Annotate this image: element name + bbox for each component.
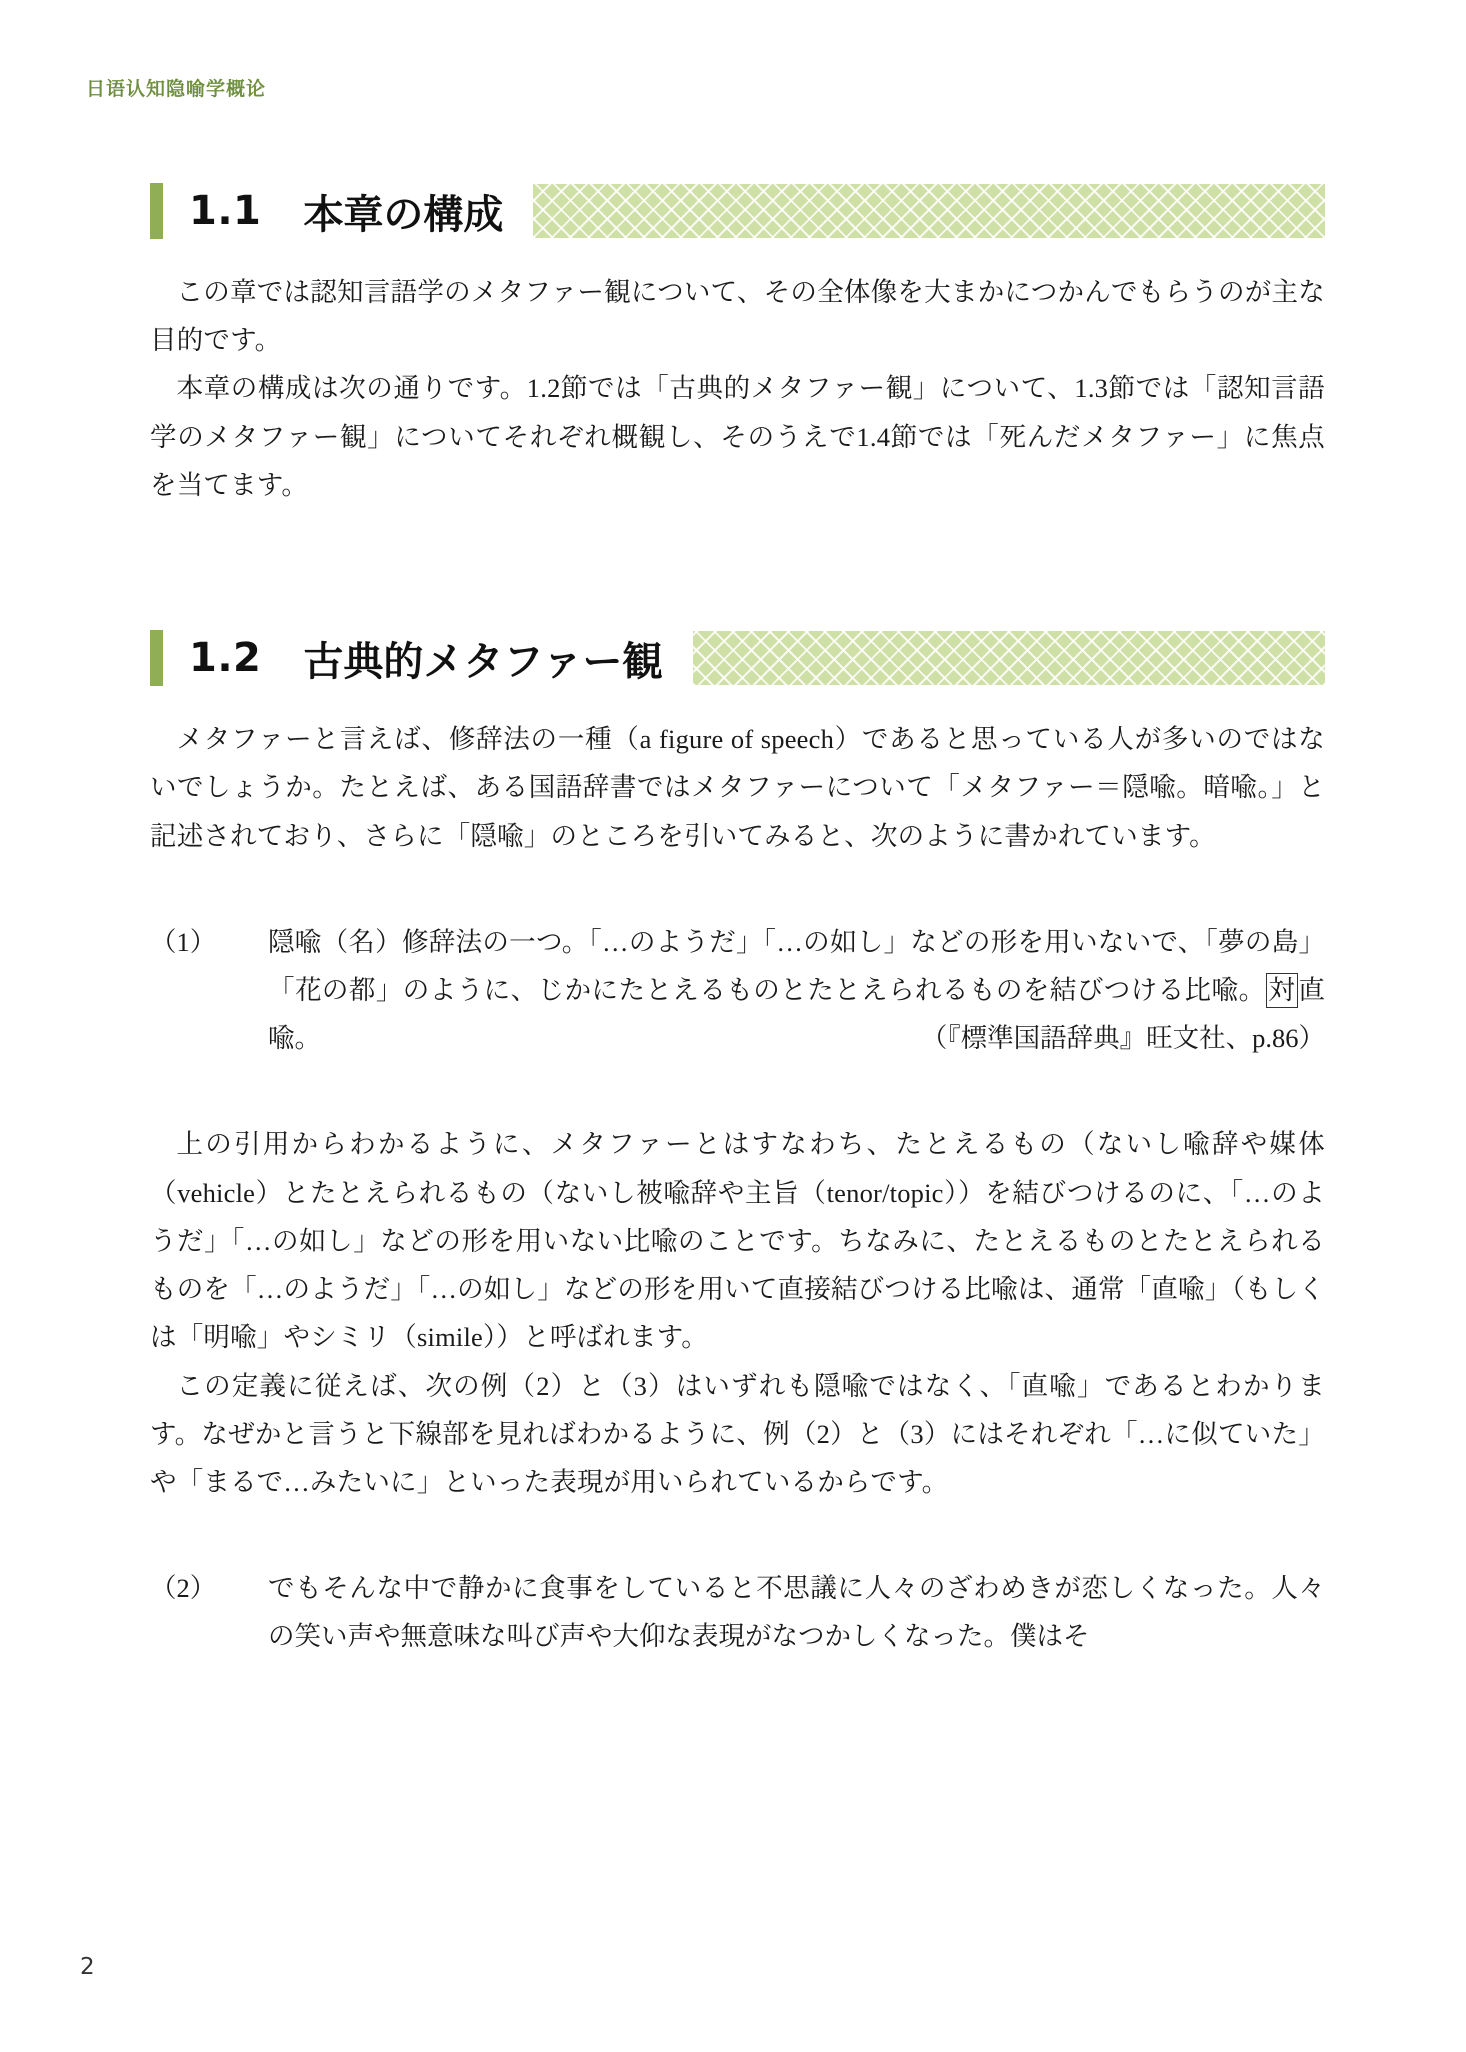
- example-item-1: [150, 918, 1325, 1063]
- section-number: 1.1: [189, 188, 262, 234]
- spacer: [150, 1062, 1325, 1120]
- section-number: 1.2: [189, 635, 262, 682]
- heading-pattern-decoration: [533, 184, 1325, 238]
- heading-accent-bar: [150, 630, 163, 686]
- section-title: 本章の構成: [303, 191, 504, 238]
- page-content: [150, 180, 1325, 1661]
- spacer: [150, 1506, 1325, 1564]
- heading-pattern-decoration: [693, 631, 1325, 685]
- paragraph: この章では認知言語学のメタファー観について、その全体像を大まかにつかんでもらうのが主な目的です。: [150, 277, 1325, 356]
- example-text-part2: 直喩。: [268, 974, 1326, 1054]
- heading-accent-bar: [150, 183, 163, 239]
- example-source: （『標準国語辞典』旺文社、p.86）: [920, 1023, 1325, 1054]
- spacer: [150, 860, 1325, 918]
- paragraph: 上の引用からわかるように、メタファーとはすなわち、たとえるもの（ないし喩辞や媒体（vehicle）とたとえられるもの（ないし被喩辞や主旨（tenor/topic））を結びつけるのに、「…のようだ」「…の如し」などの形を用いない比喩のことです。ちなみに、たとえるものとたとえられるものを「…のようだ」「…の如し」などの形を用いて直接結びつける比喩は、通常「直喩」（もしくは「明喩」やシミリ（simile））と呼ばれます。: [150, 1129, 1325, 1353]
- example-label: （1）: [150, 926, 217, 957]
- page-number: 2: [80, 1954, 95, 1980]
- example-text: [268, 918, 1325, 1063]
- section-heading-1-1: [150, 180, 1325, 242]
- section-title: 古典的メタファー観: [303, 638, 663, 685]
- example-text: でもそんな中で静かに食事をしていると不思議に人々のざわめきが恋しくなった。人々の笑い声や無意味な叫び声や大仰な表現がなつかしくなった。僕はそ: [268, 1573, 1325, 1652]
- example-text-part1: 隠喩（名）修辞法の一つ。「…のようだ」「…の如し」などの形を用いないで、「夢の島」「花の都」のように、じかにたとえるものとたとえられるものを結びつける比喩。: [268, 926, 1325, 1005]
- spacer: [150, 509, 1325, 627]
- paragraph: 本章の構成は次の通りです。1.2節では「古典的メタファー観」について、1.3節では「認知言語学のメタファー観」についてそれぞれ概観し、そのうえで1.4節では「死んだメタファー」に焦点を当てます。: [150, 373, 1325, 500]
- paragraph: この定義に従えば、次の例（2）と（3）はいずれも隠喩ではなく、「直喩」であるとわかります。なぜかと言うと下線部を見ればわかるように、例（2）と（3）にはそれぞれ「…に似ていた」や「まるで…みたいに」といった表現が用いられているからです。: [150, 1370, 1325, 1497]
- example-label: （2）: [150, 1573, 217, 1604]
- example-boxed-term: 対: [1266, 973, 1299, 1008]
- section-heading-1-2: [150, 627, 1325, 689]
- example-item-2: [150, 1564, 1325, 1660]
- paragraph: メタファーと言えば、修辞法の一種（a figure of speech）であると思っている人が多いのではないでしょうか。たとえば、ある国語辞書ではメタファーについて「メタファー＝隠喩。暗喩。」と記述されており、さらに「隠喩」のところを引いてみると、次のように書かれています。: [150, 724, 1325, 851]
- running-head: 日语认知隐喻学概论: [86, 78, 267, 100]
